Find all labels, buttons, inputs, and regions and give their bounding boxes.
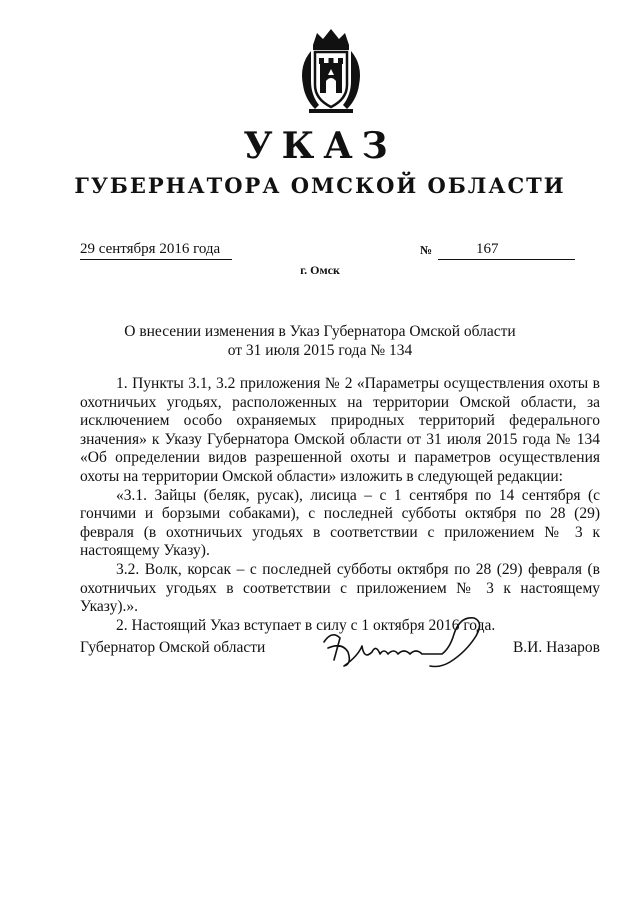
signatory-name: В.И. Назаров — [512, 639, 600, 656]
coat-of-arms-icon — [293, 25, 369, 117]
signatory-position: Губернатор Омской области — [80, 639, 266, 656]
subject-line-2: от 31 июля 2015 года № 134 — [227, 342, 413, 359]
decree-body — [80, 375, 600, 635]
paragraph-2: «3.1. Зайцы (беляк, русак), лисица – с 1 сентября по 14 сентября (с гончими и борзыми собаками), с последней субботы октября по 28 (29) февраля (в охотничьих угодьях в соответствии с приложением № 3 к настоящему Указу). — [80, 486, 600, 560]
decree-number-label: № — [420, 243, 433, 257]
decree-number: 167 — [438, 239, 575, 260]
subject-line-1: О внесении изменения в Указ Губернатора Омской области — [124, 323, 516, 340]
paragraph-3: 3.2. Волк, корсак – с последней субботы октября по 28 (29) февраля (в охотничьих угодьях в соответствии с приложением № 3 к настоящему Указу).». — [80, 560, 600, 616]
document-subtitle: ГУБЕРНАТОРА ОМСКОЙ ОБЛАСТИ — [74, 173, 566, 198]
decree-subject — [0, 322, 640, 360]
document-title: УКАЗ — [243, 125, 397, 167]
decree-date: 29 сентября 2016 года — [80, 239, 232, 260]
handwritten-signature-icon — [318, 612, 488, 672]
paragraph-4: 2. Настоящий Указ вступает в силу с 1 октября 2016 года. — [116, 616, 496, 634]
decree-city: г. Омск — [300, 263, 340, 277]
paragraph-1: 1. Пункты 3.1, 3.2 приложения № 2 «Параметры осуществления охоты в охотничьих угодьях, расположенных на территории Омской области, за исключением особо охраняемых природных территорий федерального значения» к Указу Губернатора Омской области от 31 июля 2015 года № 134 «Об определении видов разрешенной охоты и параметров осуществления охоты на территории Омской области» изложить в следующей редакции: — [80, 375, 600, 485]
